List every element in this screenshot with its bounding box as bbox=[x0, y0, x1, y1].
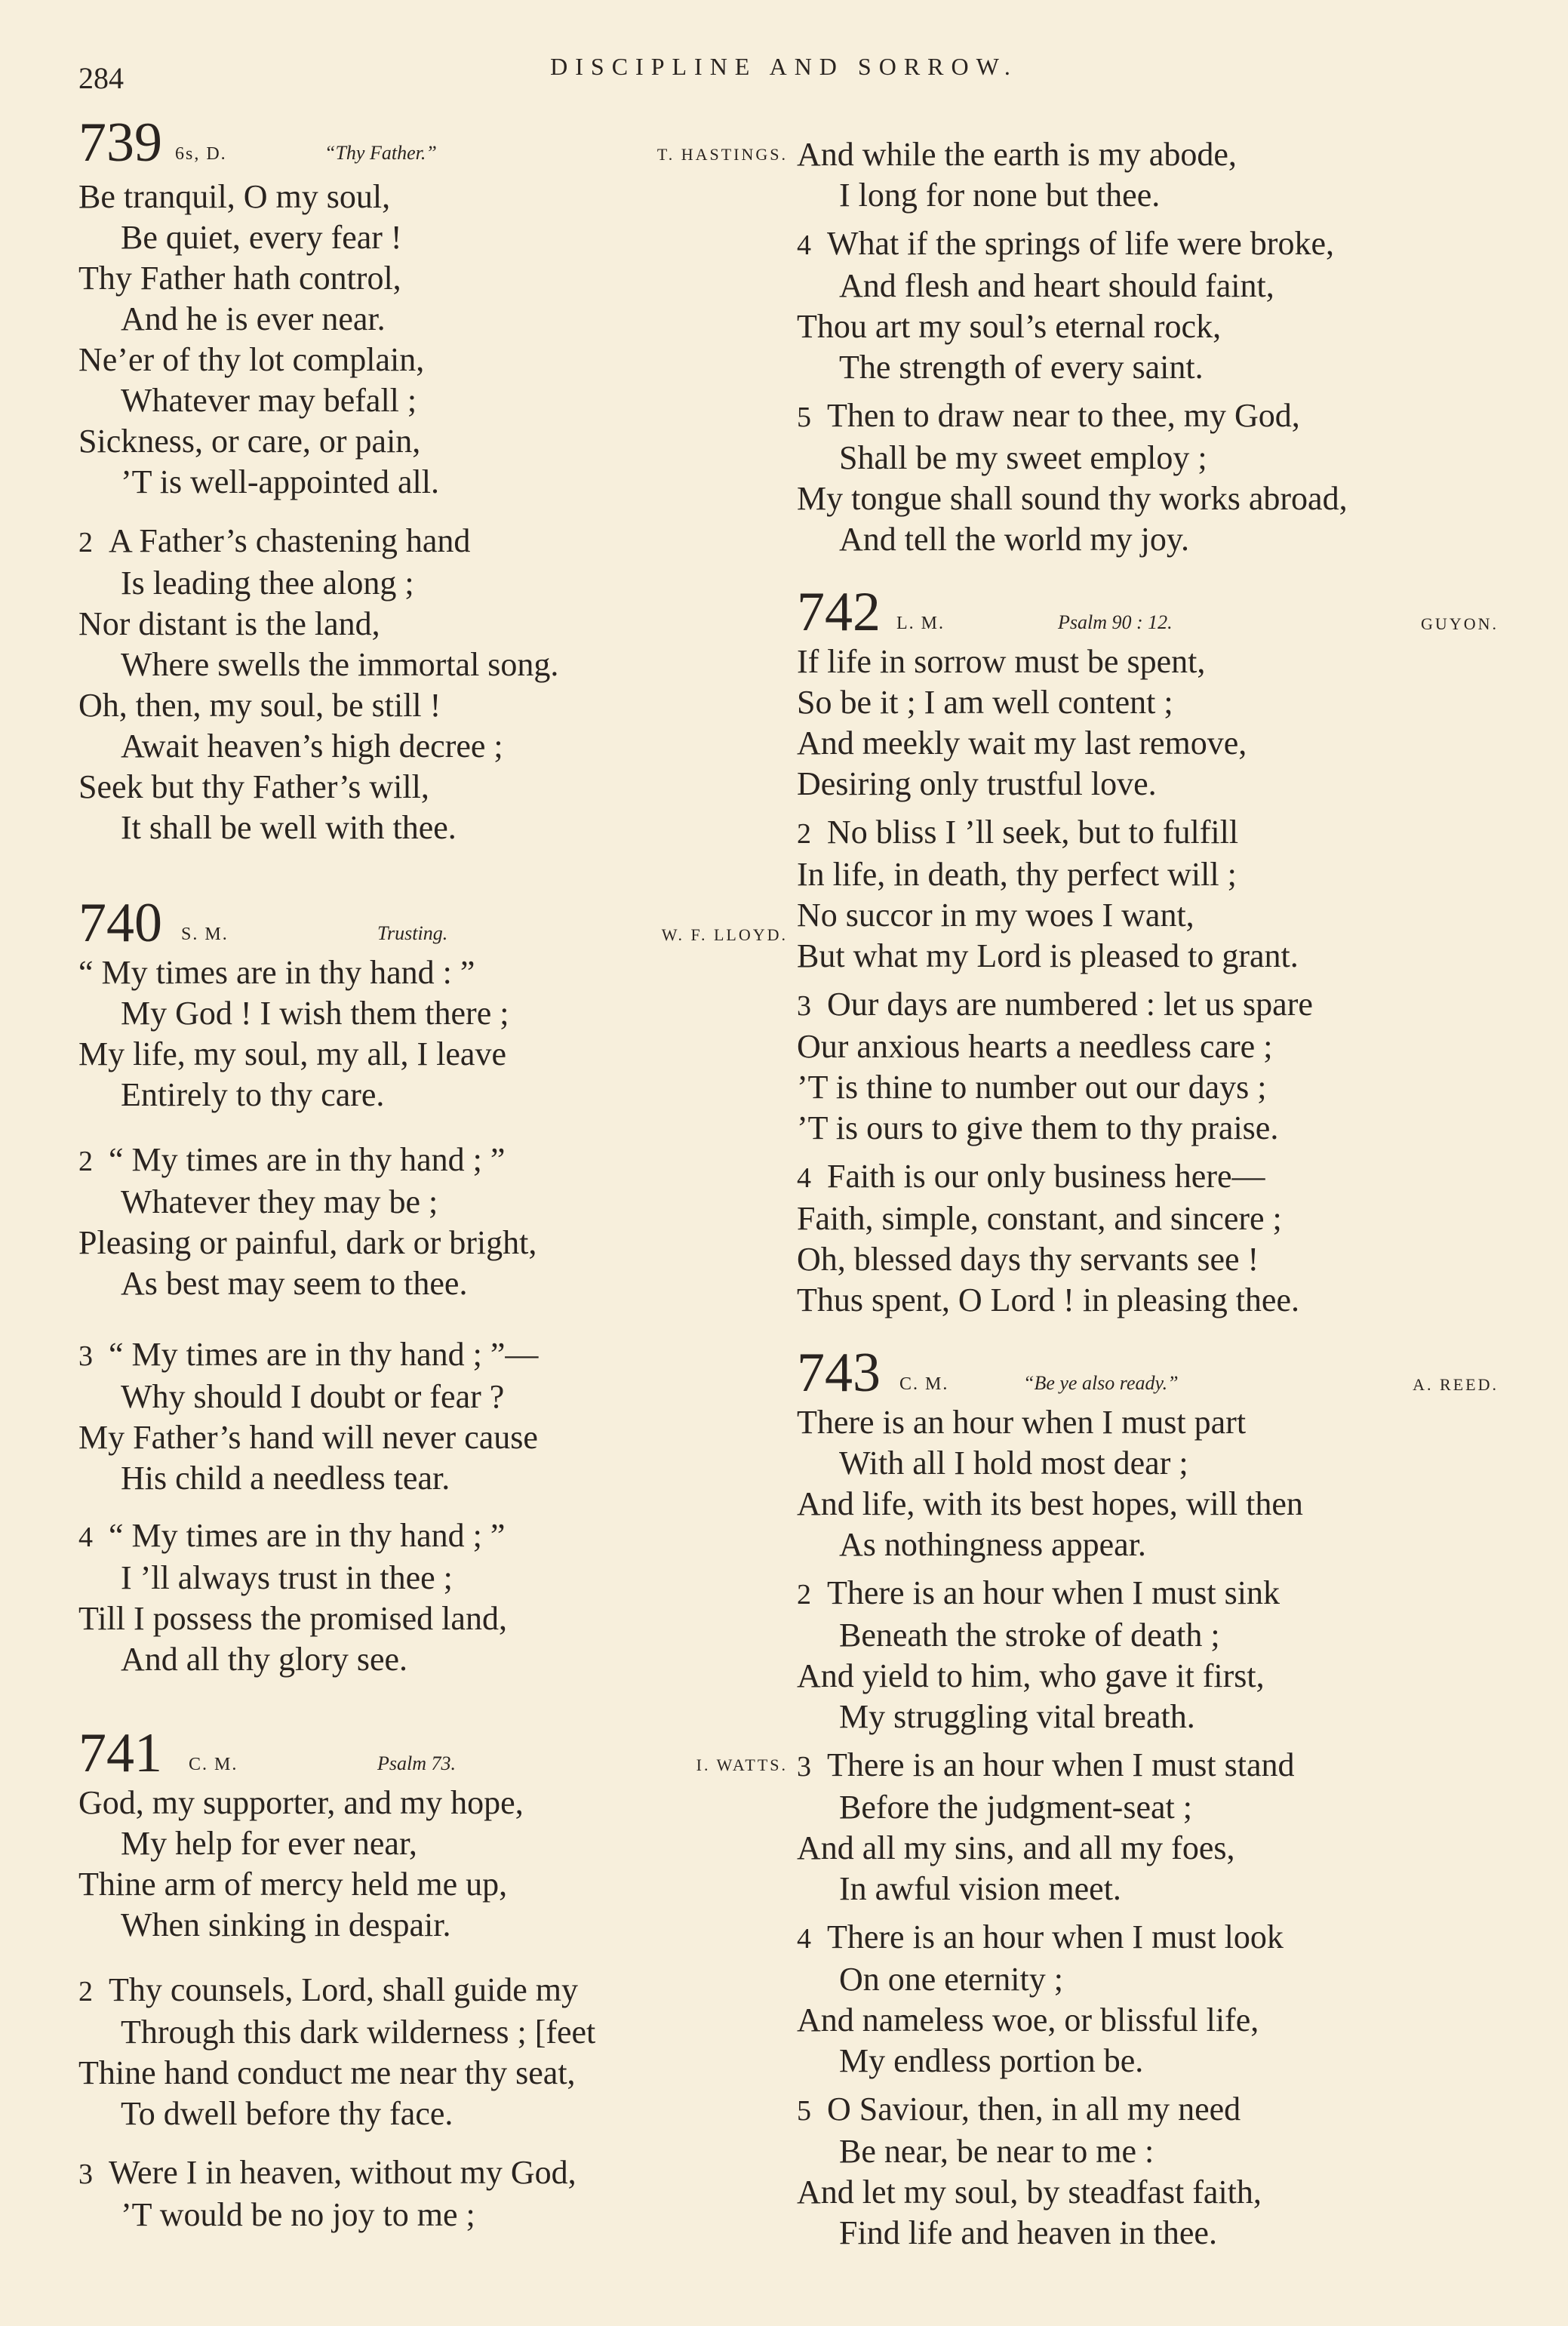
verse bbox=[797, 1402, 1499, 1565]
verse-line-text: Faith is our only business here— bbox=[827, 1158, 1265, 1195]
verse-line: In awful vision meet. bbox=[839, 1870, 1121, 1907]
verse-line: Oh, blessed days thy servants see ! bbox=[797, 1241, 1259, 1278]
verse-line bbox=[797, 984, 1499, 1026]
hymn-743 bbox=[797, 1343, 1499, 2254]
running-head bbox=[0, 53, 1568, 98]
hymn-subtitle: Trusting. bbox=[377, 922, 448, 944]
verse bbox=[797, 812, 1499, 977]
verse-line: Be quiet, every fear ! bbox=[121, 219, 402, 256]
verse-number: 3 bbox=[78, 2158, 93, 2190]
verse-line: Nor distant is the land, bbox=[78, 605, 380, 642]
hymn-author: GUYON. bbox=[1421, 614, 1499, 633]
verse-line: His child a needless tear. bbox=[121, 1460, 450, 1497]
verse bbox=[78, 1140, 788, 1304]
verse bbox=[78, 2152, 788, 2235]
verse bbox=[797, 1917, 1499, 2081]
verse-line bbox=[78, 1334, 788, 1377]
verse-line: My struggling vital breath. bbox=[839, 1698, 1195, 1735]
verse-number: 4 bbox=[797, 229, 811, 261]
verse-line-text: “ My times are in thy hand ; ” bbox=[109, 1141, 506, 1178]
verse bbox=[797, 223, 1499, 388]
verse-number: 4 bbox=[797, 1923, 811, 1955]
verse-line: Thou art my soul’s eternal rock, bbox=[797, 308, 1222, 345]
verse-line: Await heaven’s high decree ; bbox=[121, 728, 503, 765]
verse-line bbox=[78, 1140, 788, 1182]
verse bbox=[78, 1515, 788, 1680]
verse-line: My tongue shall sound thy works abroad, bbox=[797, 480, 1348, 517]
verse-number: 5 bbox=[797, 2095, 811, 2127]
verse bbox=[78, 1334, 788, 1499]
verse-line-text: There is an hour when I must sink bbox=[827, 1574, 1280, 1611]
hymn-meter: C. M. bbox=[189, 1755, 238, 1774]
verse-line bbox=[78, 2152, 788, 2195]
verse-line: Till I possess the promised land, bbox=[78, 1600, 507, 1637]
hymn-number: 741 bbox=[78, 1722, 162, 1784]
verse-line: And tell the world my joy. bbox=[839, 521, 1189, 558]
hymn-heading bbox=[78, 112, 788, 174]
verse bbox=[797, 1156, 1499, 1321]
hymn-meter: L. M. bbox=[896, 614, 945, 633]
verse-number: 3 bbox=[797, 1751, 811, 1783]
verse bbox=[797, 134, 1499, 216]
verse bbox=[797, 2089, 1499, 2254]
verse-line: And he is ever near. bbox=[121, 300, 386, 337]
verse-line bbox=[78, 1515, 788, 1558]
verse-line: But what my Lord is pleased to grant. bbox=[797, 937, 1299, 974]
verse-line bbox=[797, 1745, 1499, 1787]
left-column bbox=[78, 113, 788, 2235]
verse-line: In life, in death, thy perfect will ; bbox=[797, 856, 1237, 893]
verse bbox=[78, 521, 788, 848]
verse bbox=[797, 395, 1499, 560]
verse-line bbox=[797, 1573, 1499, 1615]
page-number: 284 bbox=[78, 61, 124, 95]
verse-line: ’T is thine to number out our days ; bbox=[797, 1069, 1267, 1106]
verse-line: Thy Father hath control, bbox=[78, 260, 401, 297]
verse-number: 3 bbox=[797, 990, 811, 1022]
verse-line: Be near, be near to me : bbox=[839, 2133, 1154, 2170]
verse-line: To dwell before thy face. bbox=[121, 2095, 453, 2132]
verse-line-text: O Saviour, then, in all my need bbox=[827, 2091, 1241, 2128]
verse-line: Whatever they may be ; bbox=[121, 1183, 438, 1220]
hymn-meter: 6s, D. bbox=[175, 144, 227, 164]
verse-line: Whatever may befall ; bbox=[121, 382, 417, 419]
hymn-meter: C. M. bbox=[899, 1374, 949, 1394]
hymn-author: I. WATTS. bbox=[696, 1755, 788, 1774]
verse-line-text: A Father’s chastening hand bbox=[109, 522, 471, 559]
verse-line: Why should I doubt or fear ? bbox=[121, 1378, 505, 1415]
verse-line: I long for none but thee. bbox=[839, 177, 1161, 214]
hymn-heading bbox=[797, 581, 1499, 643]
verse bbox=[78, 177, 788, 503]
verse-line-text: Then to draw near to thee, my God, bbox=[827, 397, 1300, 434]
verse-line: Oh, then, my soul, be still ! bbox=[78, 687, 441, 724]
verse-line: As nothingness appear. bbox=[839, 1526, 1146, 1563]
verse-number: 2 bbox=[797, 1579, 811, 1611]
verse bbox=[797, 1745, 1499, 1909]
hymn-author: A. REED. bbox=[1413, 1375, 1499, 1394]
verse-line: Seek but thy Father’s will, bbox=[78, 768, 429, 805]
verse-line: The strength of every saint. bbox=[839, 349, 1204, 386]
hymn-subtitle: Psalm 90 : 12. bbox=[1058, 611, 1173, 633]
page-title: DISCIPLINE AND SORROW. bbox=[550, 53, 1018, 80]
hymn-meter: S. M. bbox=[181, 925, 229, 944]
verse-line: And all my sins, and all my foes, bbox=[797, 1829, 1235, 1866]
verse bbox=[78, 1970, 788, 2134]
verse-line: Where swells the immortal song. bbox=[121, 646, 559, 683]
verse-line: With all I hold most dear ; bbox=[839, 1445, 1188, 1481]
verse-line: Thine hand conduct me near thy seat, bbox=[78, 2054, 576, 2091]
verse-line: Before the judgment-seat ; bbox=[839, 1789, 1192, 1826]
hymn-742 bbox=[797, 583, 1499, 1321]
verse-number: 2 bbox=[78, 527, 93, 558]
hymn-subtitle: “Be ye also ready.” bbox=[1023, 1372, 1179, 1394]
verse-line-text: What if the springs of life were broke, bbox=[827, 225, 1334, 262]
verse-line: Our anxious hearts a needless care ; bbox=[797, 1028, 1273, 1065]
verse-line-text: “ My times are in thy hand ; ” bbox=[109, 1517, 506, 1554]
verse bbox=[797, 984, 1499, 1149]
verse-line: My God ! I wish them there ; bbox=[121, 995, 509, 1032]
verse-line: Is leading thee along ; bbox=[121, 565, 414, 601]
hymn-author: T. HASTINGS. bbox=[656, 145, 788, 164]
verse-line bbox=[797, 1156, 1499, 1198]
verse-line: “ My times are in thy hand : ” bbox=[78, 954, 475, 991]
verse-line-text: Our days are numbered : let us spare bbox=[827, 986, 1313, 1023]
verse-line-text: Thy counsels, Lord, shall guide my bbox=[109, 1971, 579, 2008]
verse-line bbox=[797, 2089, 1499, 2131]
hymn-heading bbox=[78, 1722, 788, 1784]
verse-line: Find life and heaven in thee. bbox=[839, 2214, 1217, 2251]
verse-line: My life, my soul, my all, I leave bbox=[78, 1035, 506, 1072]
verse-line: My Father’s hand will never cause bbox=[78, 1419, 538, 1456]
verse bbox=[78, 952, 788, 1115]
hymn-subtitle: “Thy Father.” bbox=[324, 142, 437, 164]
verse-line: ’T would be no joy to me ; bbox=[121, 2196, 475, 2233]
right-column bbox=[797, 113, 1499, 2254]
verse-line: My help for ever near, bbox=[121, 1825, 417, 1862]
verse-line: Desiring only trustful love. bbox=[797, 765, 1157, 802]
verse-line: So be it ; I am well content ; bbox=[797, 684, 1173, 721]
hymn-number: 739 bbox=[78, 112, 162, 174]
verse-line: And flesh and heart should faint, bbox=[839, 267, 1274, 304]
verse-number: 2 bbox=[78, 1976, 93, 2008]
verse-line: There is an hour when I must part bbox=[797, 1404, 1247, 1441]
hymn-heading bbox=[78, 892, 788, 954]
verse-number: 2 bbox=[797, 818, 811, 850]
verse-line: Faith, simple, constant, and sincere ; bbox=[797, 1200, 1282, 1237]
verse-line: Thus spent, O Lord ! in pleasing thee. bbox=[797, 1281, 1299, 1318]
verse-line: On one eternity ; bbox=[839, 1961, 1063, 1998]
verse-line: I ’ll always trust in thee ; bbox=[121, 1559, 453, 1596]
verse-line: Ne’er of thy lot complain, bbox=[78, 341, 425, 378]
verse-line: It shall be well with thee. bbox=[121, 809, 457, 846]
verse-line: And while the earth is my abode, bbox=[797, 136, 1237, 173]
verse-line bbox=[797, 223, 1499, 266]
verse-number: 5 bbox=[797, 402, 811, 433]
hymn-740 bbox=[78, 894, 788, 1680]
verse-line: My endless portion be. bbox=[839, 2042, 1144, 2079]
verse bbox=[797, 641, 1499, 805]
verse-line: Entirely to thy care. bbox=[121, 1076, 385, 1113]
verse-line: No succor in my woes I want, bbox=[797, 897, 1194, 934]
verse-line: And meekly wait my last remove, bbox=[797, 725, 1247, 761]
verse-number: 3 bbox=[78, 1340, 93, 1372]
hymn-741 bbox=[78, 1724, 788, 2235]
hymn-number: 743 bbox=[797, 1342, 881, 1404]
verse-number: 4 bbox=[78, 1521, 93, 1553]
hymn-subtitle: Psalm 73. bbox=[377, 1752, 456, 1774]
verse-line: Sickness, or care, or pain, bbox=[78, 423, 421, 460]
hymn-author: W. F. LLOYD. bbox=[661, 925, 788, 944]
verse-line: And all thy glory see. bbox=[121, 1641, 408, 1678]
verse-line-text: Were I in heaven, without my God, bbox=[109, 2154, 576, 2191]
verse-number: 4 bbox=[797, 1162, 811, 1194]
verse-line bbox=[78, 521, 788, 563]
hymn-741-continued bbox=[797, 134, 1499, 560]
verse-line: God, my supporter, and my hope, bbox=[78, 1784, 524, 1821]
verse-line-text: There is an hour when I must stand bbox=[827, 1746, 1295, 1783]
verse bbox=[78, 1783, 788, 1946]
verse-line: Pleasing or painful, dark or bright, bbox=[78, 1224, 537, 1261]
verse-line: Shall be my sweet employ ; bbox=[839, 439, 1207, 476]
verse-line-text: There is an hour when I must look bbox=[827, 1918, 1284, 1955]
hymn-number: 742 bbox=[797, 581, 881, 643]
verse-line-text: “ My times are in thy hand ; ”— bbox=[109, 1336, 539, 1373]
verse-line: ’T is well-appointed all. bbox=[121, 463, 439, 500]
verse-line: And life, with its best hopes, will then bbox=[797, 1485, 1303, 1522]
verse-line: Through this dark wilderness ; [feet bbox=[121, 2014, 596, 2051]
verse-line: And nameless woe, or blissful life, bbox=[797, 2001, 1259, 2038]
hymn-739 bbox=[78, 113, 788, 848]
verse-line: When sinking in despair. bbox=[121, 1906, 451, 1943]
verse bbox=[797, 1573, 1499, 1737]
verse-number: 2 bbox=[78, 1146, 93, 1177]
verse-line: Beneath the stroke of death ; bbox=[839, 1617, 1220, 1654]
verse-line: As best may seem to thee. bbox=[121, 1265, 468, 1302]
verse-line: Be tranquil, O my soul, bbox=[78, 178, 391, 215]
verse-line bbox=[797, 812, 1499, 854]
hymn-heading bbox=[797, 1342, 1499, 1404]
verse-line: Thine arm of mercy held me up, bbox=[78, 1866, 508, 1903]
verse-line bbox=[797, 395, 1499, 438]
verse-line: If life in sorrow must be spent, bbox=[797, 643, 1206, 680]
verse-line bbox=[78, 1970, 788, 2012]
verse-line: And let my soul, by steadfast faith, bbox=[797, 2174, 1262, 2211]
hymn-number: 740 bbox=[78, 892, 162, 954]
verse-line: And yield to him, who gave it first, bbox=[797, 1657, 1265, 1694]
verse-line bbox=[797, 1917, 1499, 1959]
verse-line: ’T is ours to give them to thy praise. bbox=[797, 1109, 1279, 1146]
verse-line-text: No bliss I ’ll seek, but to fulfill bbox=[827, 814, 1239, 851]
